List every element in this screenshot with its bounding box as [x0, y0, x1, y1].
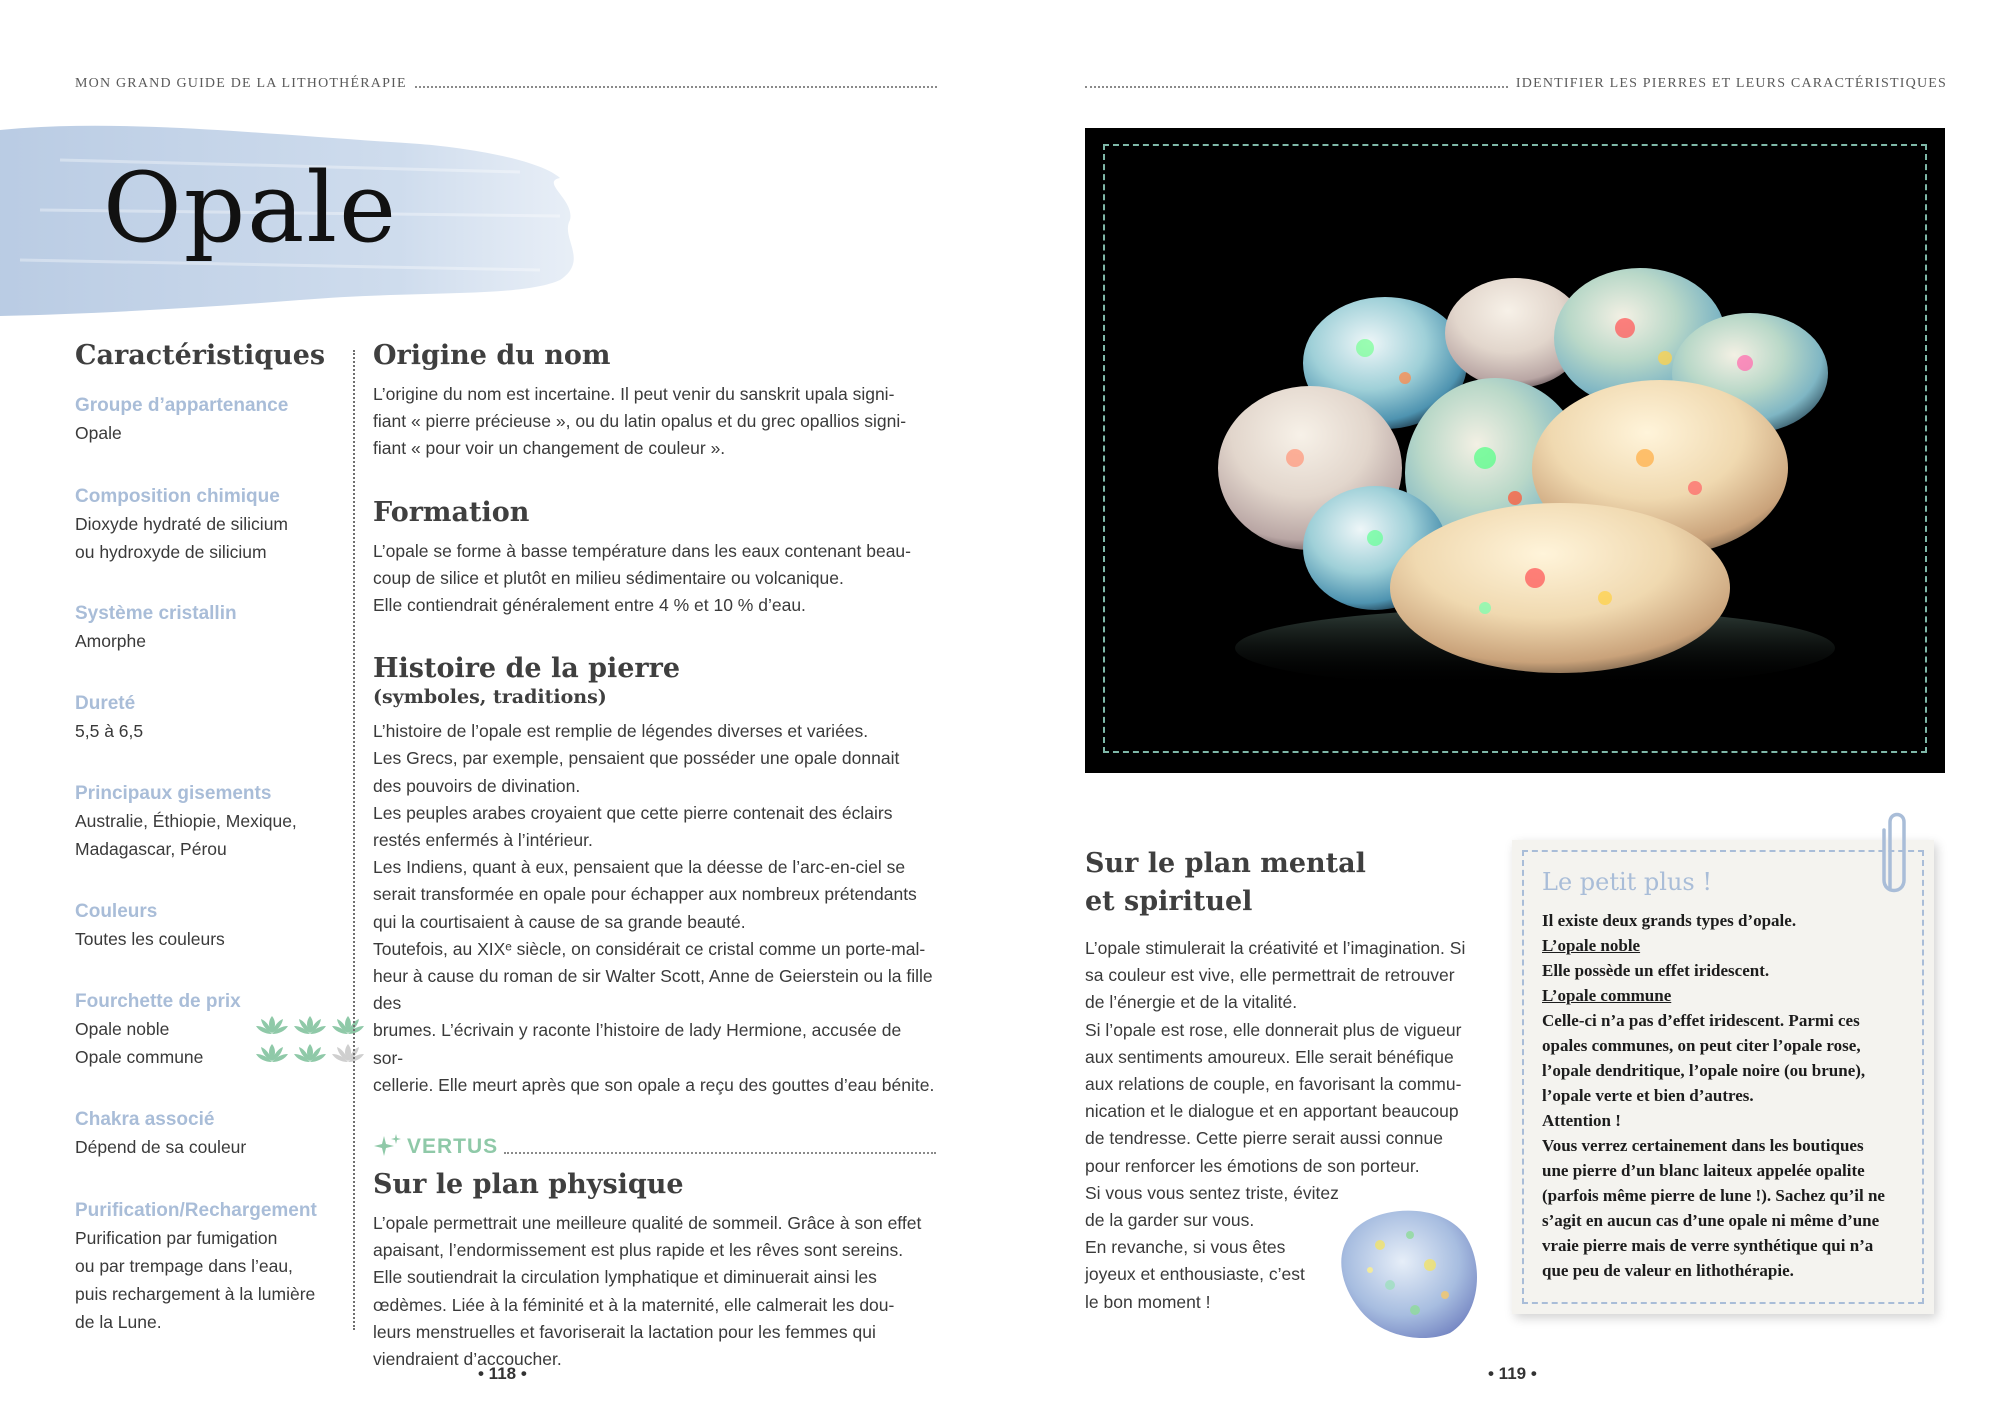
- text-line: œdèmes. Liée à la féminité et à la maternité, elle calmerait les dou-: [373, 1294, 895, 1315]
- price-rating-commune: [251, 1043, 365, 1071]
- formation-text: [373, 538, 936, 620]
- lotus-icon: [293, 1015, 327, 1035]
- char-groupe: [75, 395, 345, 447]
- sparkle-icon: [373, 1133, 403, 1159]
- text-line: L’opale se forme à basse température dans les eaux contenant beau-: [373, 540, 911, 561]
- text-line: Les Grecs, par exemple, pensaient que posséder une opale donnait: [373, 748, 900, 769]
- text-line: aux sentiments amoureux. Elle serait bénéfique: [1085, 1046, 1454, 1067]
- note-line: que peu de valeur en lithothérapie.: [1542, 1261, 1794, 1280]
- price-label-commune: Opale commune: [75, 1047, 204, 1067]
- note-line: (parfois même pierre de lune !). Sachez qu’il ne: [1542, 1186, 1885, 1205]
- char-value: Dioxyde hydraté de silicium ou hydroxyde de silicium: [75, 514, 289, 562]
- char-value: Amorphe: [75, 631, 147, 651]
- text-line: Si vous vous sentez triste, évitez: [1085, 1182, 1339, 1203]
- text-line: de la garder sur vous.: [1085, 1210, 1255, 1231]
- text-line: de tendresse. Cette pierre serait aussi connue: [1085, 1128, 1443, 1149]
- text-line: Les Indiens, quant à eux, pensaient que la déesse de l’arc-en-ciel se: [373, 857, 906, 878]
- note-line: Attention !: [1542, 1111, 1621, 1130]
- char-systeme: [75, 603, 345, 655]
- opal-photo: [1085, 128, 1945, 773]
- text-line: des pouvoirs de divination.: [373, 775, 581, 796]
- char-label: Chakra associé: [75, 1109, 215, 1130]
- char-value: Australie, Éthiopie, Mexique, Madagascar, Pérou: [75, 811, 297, 859]
- text-line: Elle contiendrait généralement entre 4 % et 10 % d’eau.: [373, 595, 806, 616]
- char-composition: [75, 486, 345, 566]
- vertus-leader: [504, 1152, 936, 1154]
- lotus-icon: [331, 1043, 365, 1063]
- right-running-head: [1085, 76, 1947, 92]
- histoire-heading: Histoire de la pierre: [373, 653, 681, 685]
- char-label: Couleurs: [75, 901, 158, 922]
- page-number-right: • 119 •: [1488, 1364, 1537, 1383]
- note-line: Celle-ci n’a pas d’effet iridescent. Parmi ces: [1542, 1011, 1860, 1030]
- text-line: sa couleur est vive, elle permettrait de retrouver: [1085, 965, 1455, 986]
- char-durete: [75, 693, 345, 745]
- text-line: joyeux et enthousiaste, c’est: [1085, 1264, 1305, 1285]
- origine-heading: Origine du nom: [373, 340, 611, 371]
- note-line-underlined: L’opale commune: [1542, 986, 1672, 1005]
- note-line: opales communes, on peut citer l’opale rose,: [1542, 1036, 1861, 1055]
- text-line: serait transformée en opale pour échapper aux nombreux prétendants: [373, 884, 917, 905]
- char-label: Purification/Rechargement: [75, 1200, 317, 1221]
- char-couleurs: [75, 901, 345, 953]
- mental-heading: Sur le plan mental et spirituel: [1085, 848, 1366, 917]
- characteristics-heading: Caractéristiques: [75, 340, 326, 371]
- text-line: pour renforcer les émotions de son porteur.: [1085, 1155, 1420, 1176]
- char-label: Système cristallin: [75, 603, 237, 624]
- right-running-head-text: IDENTIFIER LES PIERRES ET LEURS CARACTÉRISTIQUES: [1515, 76, 1947, 91]
- note-line: vraie pierre mais de verre synthétique qui n’a: [1542, 1236, 1874, 1255]
- note-line: Elle possède un effet iridescent.: [1542, 961, 1770, 980]
- note-line: l’opale dendritique, l’opale noire (ou brune),: [1542, 1061, 1866, 1080]
- text-line: cellerie. Elle meurt après que son opale a reçu des gouttes d’eau bénite.: [373, 1074, 935, 1095]
- page-number-left: • 118 •: [478, 1364, 527, 1383]
- text-line: Elle soutiendrait la circulation lymphatique et diminuerait ainsi les: [373, 1267, 877, 1288]
- price-rating-noble: [251, 1015, 365, 1043]
- text-line: Toutefois, au XIXᵉ siècle, on considérait ce cristal comme un porte-mal-: [373, 938, 926, 959]
- text-line: viendraient d’accoucher.: [373, 1349, 562, 1370]
- vertus-divider: [373, 1133, 936, 1159]
- opal-stones-illustration: [1085, 128, 1945, 773]
- column-divider: [353, 350, 355, 1330]
- text-line: coup de silice et plutôt en milieu sédimentaire ou volcanique.: [373, 567, 844, 588]
- note-line: Il existe deux grands types d’opale.: [1542, 911, 1797, 930]
- note-line: l’opale verte et bien d’autres.: [1542, 1086, 1754, 1105]
- text-line: fiant « pour voir un changement de couleur ».: [373, 438, 726, 459]
- char-value: Dépend de sa couleur: [75, 1137, 247, 1157]
- histoire-text: [373, 718, 936, 1099]
- char-gisements: [75, 783, 345, 863]
- text-line: leurs menstruelles et favoriserait la lactation pour les femmes qui: [373, 1321, 876, 1342]
- text-line: L’origine du nom est incertaine. Il peut venir du sanskrit upala signi-: [373, 384, 895, 404]
- char-value: 5,5 à 6,5: [75, 721, 144, 741]
- char-label: Principaux gisements: [75, 783, 272, 804]
- text-line: restés enfermés à l’intérieur.: [373, 830, 593, 851]
- lotus-icon: [331, 1015, 365, 1035]
- note-content: [1542, 868, 1914, 1283]
- text-line: brumes. L’écrivain y raconte l’histoire de lady Hermione, accusée de sor-: [373, 1020, 902, 1068]
- text-line: L’opale stimulerait la créativité et l’imagination. Si: [1085, 938, 1466, 958]
- page-title: Opale: [103, 152, 398, 264]
- histoire-subheading: (symboles, traditions): [373, 686, 607, 709]
- origine-text: [373, 381, 936, 463]
- paperclip-icon: [1880, 808, 1914, 898]
- text-line: En revanche, si vous êtes: [1085, 1237, 1286, 1258]
- running-head-leader: [1085, 86, 1508, 88]
- char-chakra: [75, 1109, 345, 1161]
- note-line: Vous verrez certainement dans les boutiques: [1542, 1136, 1864, 1155]
- note-line: une pierre d’un blanc laiteux appelée opalite: [1542, 1161, 1865, 1180]
- running-head-leader: [415, 86, 937, 88]
- formation-heading: Formation: [373, 496, 530, 528]
- char-value: Opale: [75, 423, 122, 443]
- text-line: de l’énergie et de la vitalité.: [1085, 992, 1298, 1013]
- note-line: s’agit en aucun cas d’une opale ni même d’une: [1542, 1211, 1880, 1230]
- char-value: Purification par fumigation ou par trempage dans l’eau, puis rechargement à la lumière de la Lune.: [75, 1228, 316, 1332]
- physique-heading: Sur le plan physique: [373, 1169, 684, 1201]
- text-line: le bon moment !: [1085, 1291, 1211, 1312]
- note-line-underlined: L’opale noble: [1542, 936, 1641, 955]
- char-label: Fourchette de prix: [75, 991, 241, 1012]
- text-line: apaisant, l’endormissement est plus rapide et les rêves sont sereins.: [373, 1240, 904, 1261]
- vertus-label: VERTUS: [407, 1135, 499, 1159]
- char-label: Groupe d’appartenance: [75, 395, 289, 416]
- text-line: heur à cause du roman de sir Walter Scott, Anne de Geierstein ou la fille des: [373, 966, 933, 1014]
- text-line: aux relations de couple, en favorisant la commu-: [1085, 1074, 1462, 1095]
- price-row-commune: [75, 1043, 365, 1071]
- text-line: fiant « pierre précieuse », ou du latin opalus et du grec opallios signi-: [373, 411, 907, 432]
- petit-plus-note: [1512, 840, 1934, 1314]
- note-title: Le petit plus !: [1542, 868, 1713, 896]
- small-opal-illustration: [1330, 1195, 1490, 1345]
- lotus-icon: [255, 1015, 289, 1035]
- text-line: Les peuples arabes croyaient que cette pierre contenait des éclairs: [373, 802, 893, 823]
- char-value: Toutes les couleurs: [75, 929, 225, 949]
- char-purification: [75, 1200, 350, 1336]
- main-column: [373, 340, 936, 1373]
- lotus-icon: [255, 1043, 289, 1063]
- left-running-head: [75, 76, 937, 92]
- text-line: L’opale permettrait une meilleure qualité de sommeil. Grâce à son effet: [373, 1213, 922, 1234]
- physique-text: [373, 1210, 936, 1373]
- text-line: L’histoire de l’opale est remplie de légendes diverses et variées.: [373, 721, 869, 742]
- left-running-head-text: MON GRAND GUIDE DE LA LITHOTHÉRAPIE: [75, 76, 407, 91]
- text-line: qui la courtisaient à cause de sa grande beauté.: [373, 911, 746, 932]
- price-label-noble: Opale noble: [75, 1019, 170, 1039]
- char-prix: [75, 991, 365, 1071]
- text-line: Si l’opale est rose, elle donnerait plus de vigueur: [1085, 1019, 1462, 1040]
- text-line: nication et le dialogue et en apportant beaucoup: [1085, 1101, 1459, 1122]
- price-row-noble: [75, 1015, 365, 1043]
- char-label: Dureté: [75, 693, 136, 714]
- lotus-icon: [293, 1043, 327, 1063]
- char-label: Composition chimique: [75, 486, 280, 507]
